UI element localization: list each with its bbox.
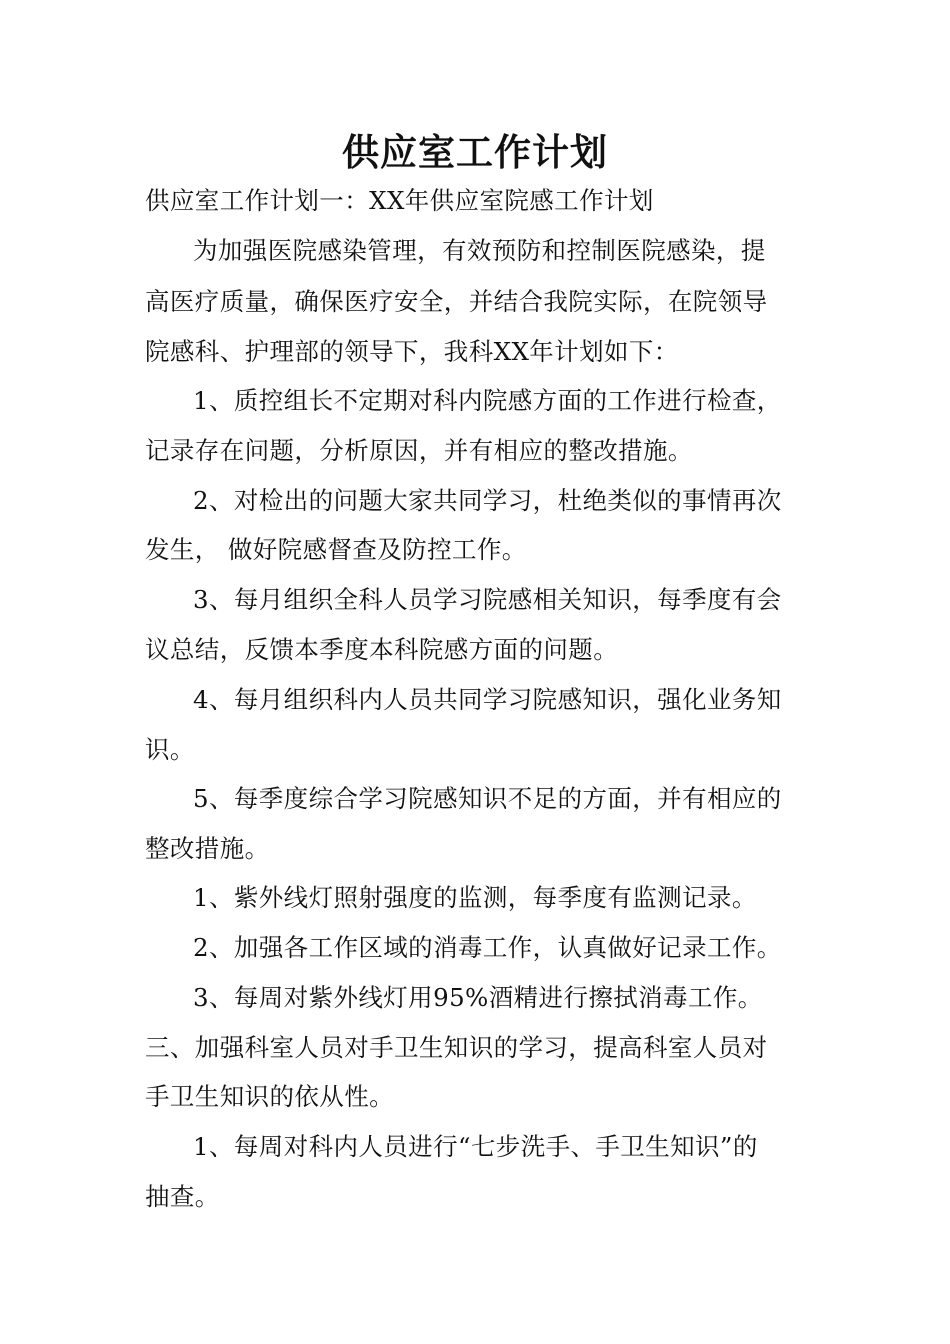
text-line: 高医疗质量，确保医疗安全，并结合我院实际，在院领导 xyxy=(145,287,768,316)
text-line: 2、对检出的问题大家共同学习，杜绝类似的事情再次 xyxy=(193,486,782,515)
text-line: 手卫生知识的依从性。 xyxy=(145,1082,394,1111)
text-line: 1、每周对科内人员进行“七步洗手、手卫生知识”的 xyxy=(193,1132,758,1161)
text-line: 4、每月组织科内人员共同学习院感知识，强化业务知 xyxy=(193,685,782,714)
text-line: 3、每月组织全科人员学习院感相关知识，每季度有会 xyxy=(193,585,782,614)
text-line: 议总结，反馈本季度本科院感方面的问题。 xyxy=(145,635,619,664)
text-line: 院感科、护理部的领导下，我科XX年计划如下： xyxy=(145,337,679,366)
text-line: 识。 xyxy=(145,735,195,764)
text-line: 2、加强各工作区域的消毒工作，认真做好记录工作。 xyxy=(193,933,782,962)
text-line: 5、每季度综合学习院感知识不足的方面，并有相应的 xyxy=(193,784,782,813)
text-line: 整改措施。 xyxy=(145,834,270,863)
subtitle-line: 供应室工作计划一：XX年供应室院感工作计划 xyxy=(145,186,654,215)
document-title: 供应室工作计划 xyxy=(342,131,608,174)
text-line: 记录存在问题，分析原因，并有相应的整改措施。 xyxy=(145,436,693,465)
text-line: 为加强医院感染管理，有效预防和控制医院感染，提 xyxy=(193,236,766,265)
text-line: 1、质控组长不定期对科内院感方面的工作进行检查， xyxy=(193,386,782,415)
text-line: 1、紫外线灯照射强度的监测，每季度有监测记录。 xyxy=(193,883,757,912)
text-line: 抽查。 xyxy=(145,1182,220,1211)
text-line: 三、加强科室人员对手卫生知识的学习，提高科室人员对 xyxy=(145,1033,768,1062)
text-line: 发生， 做好院感督查及防控工作。 xyxy=(145,535,527,564)
text-line: 3、每周对紫外线灯用95%酒精进行擦拭消毒工作。 xyxy=(193,983,763,1012)
